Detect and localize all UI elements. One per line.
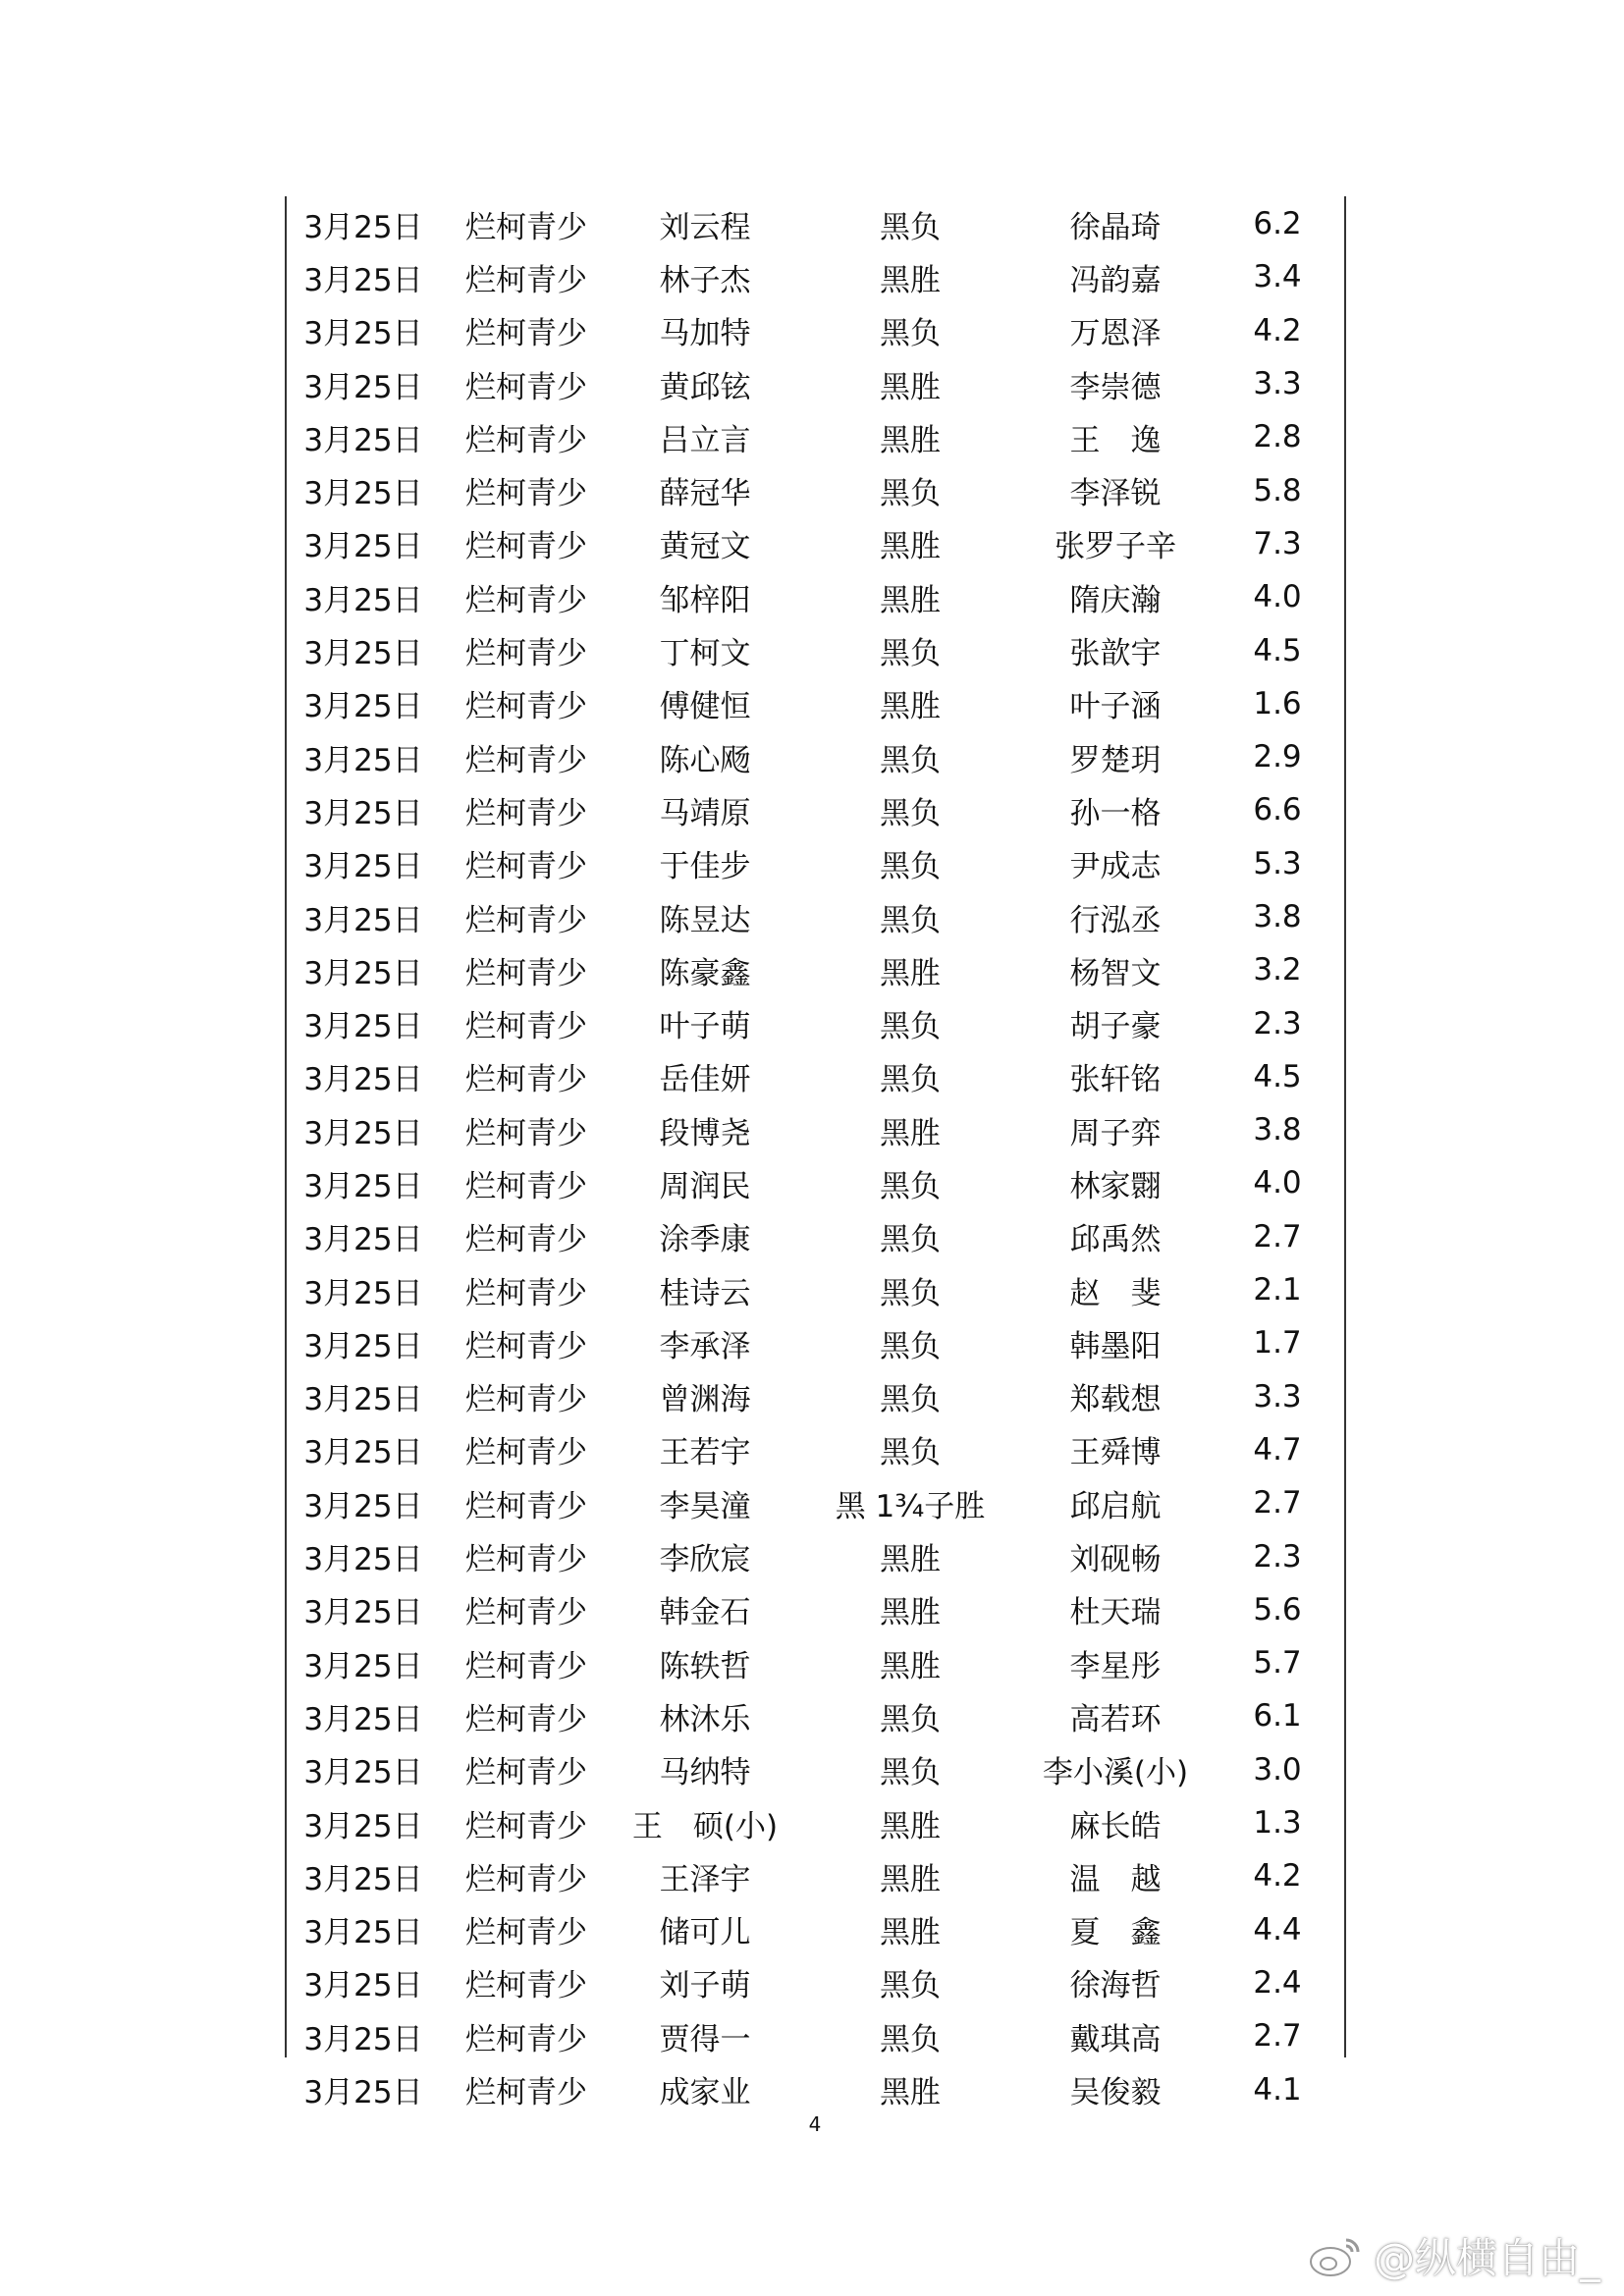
cell-white-player: 万恩泽	[1069, 316, 1162, 352]
cell-white-player: 冯韵嘉	[1069, 262, 1162, 298]
table-row	[285, 1103, 1345, 1156]
cell-club: 烂柯青少	[465, 1435, 587, 1471]
table-row	[285, 1370, 1345, 1423]
cell-club: 烂柯青少	[465, 1861, 587, 1897]
cell-date: 3月25日	[303, 636, 423, 672]
cell-date: 3月25日	[303, 1648, 423, 1684]
table-row	[285, 1476, 1345, 1529]
cell-date: 3月25日	[303, 1488, 423, 1524]
cell-result: 黑胜	[880, 2075, 941, 2111]
table-row	[285, 1796, 1345, 1849]
cell-score: 4.5	[1253, 632, 1302, 668]
cell-white-player: 赵 斐	[1069, 1275, 1162, 1311]
cell-date: 3月25日	[303, 1595, 423, 1631]
cell-score: 6.1	[1253, 1698, 1302, 1735]
cell-white-player: 王 逸	[1069, 422, 1162, 458]
cell-club: 烂柯青少	[465, 1542, 587, 1578]
cell-date: 3月25日	[303, 2075, 423, 2111]
cell-club: 烂柯青少	[465, 529, 587, 565]
cell-date: 3月25日	[303, 316, 423, 352]
cell-score: 2.9	[1253, 739, 1302, 775]
cell-result: 黑胜	[880, 689, 941, 725]
cell-result: 黑胜	[880, 1648, 941, 1684]
cell-white-player: 韩墨阳	[1069, 1328, 1162, 1364]
table-row	[285, 1903, 1345, 1956]
cell-score: 2.3	[1253, 1005, 1302, 1041]
cell-score: 5.3	[1253, 845, 1302, 881]
cell-date: 3月25日	[303, 689, 423, 725]
cell-score: 5.6	[1253, 1591, 1302, 1628]
cell-result: 黑负	[880, 902, 941, 938]
cell-result: 黑负	[880, 1328, 941, 1364]
cell-result: 黑负	[880, 1062, 941, 1098]
cell-score: 3.8	[1253, 1112, 1302, 1148]
cell-white-player: 戴琪高	[1069, 2021, 1162, 2057]
cell-result: 黑负	[880, 1275, 941, 1311]
cell-white-player: 王舜博	[1069, 1435, 1162, 1471]
cell-club: 烂柯青少	[465, 1648, 587, 1684]
cell-result: 黑胜	[880, 529, 941, 565]
cell-result: 黑负	[880, 742, 941, 778]
cell-white-player: 罗楚玥	[1069, 742, 1162, 778]
cell-score: 2.4	[1253, 1964, 1302, 2001]
cell-club: 烂柯青少	[465, 1222, 587, 1258]
cell-club: 烂柯青少	[465, 582, 587, 618]
cell-date: 3月25日	[303, 1915, 423, 1951]
table-row	[285, 1529, 1345, 1582]
cell-result: 黑胜	[880, 262, 941, 298]
cell-white-player: 吴俊毅	[1069, 2075, 1162, 2111]
cell-date: 3月25日	[303, 1435, 423, 1471]
cell-result: 黑负	[880, 1701, 941, 1737]
cell-white-player: 张轩铭	[1069, 1062, 1162, 1098]
cell-club: 烂柯青少	[465, 422, 587, 458]
cell-white-player: 刘砚畅	[1069, 1542, 1162, 1578]
cell-black-player: 陈豪鑫	[659, 955, 751, 991]
cell-date: 3月25日	[303, 369, 423, 405]
cell-score: 2.1	[1253, 1272, 1302, 1308]
cell-white-player: 叶子涵	[1069, 689, 1162, 725]
cell-score: 3.3	[1253, 366, 1302, 402]
table-row	[285, 410, 1345, 463]
cell-date: 3月25日	[303, 795, 423, 831]
cell-white-player: 周子弈	[1069, 1115, 1162, 1151]
table-row	[285, 783, 1345, 836]
table-row	[285, 304, 1345, 357]
cell-score: 1.6	[1253, 685, 1302, 721]
cell-result: 黑胜	[880, 955, 941, 991]
cell-black-player: 王泽宇	[659, 1861, 751, 1897]
cell-result: 黑负	[880, 1968, 941, 2004]
cell-club: 烂柯青少	[465, 1701, 587, 1737]
cell-date: 3月25日	[303, 582, 423, 618]
cell-white-player: 郑载想	[1069, 1382, 1162, 1418]
cell-result: 黑负	[880, 1222, 941, 1258]
cell-white-player: 杨智文	[1069, 955, 1162, 991]
cell-club: 烂柯青少	[465, 262, 587, 298]
cell-club: 烂柯青少	[465, 1115, 587, 1151]
cell-white-player: 温 越	[1069, 1861, 1162, 1897]
cell-date: 3月25日	[303, 1542, 423, 1578]
cell-result: 黑负	[880, 1168, 941, 1204]
table-row	[285, 1156, 1345, 1209]
table-row	[285, 1743, 1345, 1796]
cell-white-player: 行泓丞	[1069, 902, 1162, 938]
table-row	[285, 517, 1345, 570]
cell-date: 3月25日	[303, 1808, 423, 1844]
cell-black-player: 刘云程	[659, 209, 751, 245]
cell-score: 3.4	[1253, 259, 1302, 295]
cell-score: 4.2	[1253, 1858, 1302, 1895]
cell-black-player: 陈心飏	[659, 742, 751, 778]
cell-black-player: 马纳特	[659, 1755, 751, 1791]
cell-white-player: 麻长皓	[1069, 1808, 1162, 1844]
table-row	[285, 463, 1345, 516]
table-row	[285, 1849, 1345, 1902]
cell-black-player: 桂诗云	[659, 1275, 751, 1311]
table-row	[285, 1636, 1345, 1689]
cell-club: 烂柯青少	[465, 1755, 587, 1791]
cell-club: 烂柯青少	[465, 742, 587, 778]
cell-result: 黑负	[880, 849, 941, 885]
cell-white-player: 张罗子辛	[1055, 529, 1176, 565]
cell-black-player: 曾渊海	[659, 1382, 751, 1418]
cell-white-player: 李崇德	[1069, 369, 1162, 405]
table-row	[285, 1689, 1345, 1742]
cell-date: 3月25日	[303, 1968, 423, 2004]
cell-date: 3月25日	[303, 1755, 423, 1791]
cell-white-player: 夏 鑫	[1069, 1915, 1162, 1951]
cell-score: 3.3	[1253, 1378, 1302, 1415]
cell-result: 黑胜	[880, 1808, 941, 1844]
cell-result: 黑负	[880, 209, 941, 245]
table-row	[285, 1263, 1345, 1316]
cell-black-player: 黄冠文	[659, 529, 751, 565]
table-row	[285, 1210, 1345, 1263]
cell-black-player: 马加特	[659, 316, 751, 352]
table-row	[285, 197, 1345, 250]
cell-white-player: 李星彤	[1069, 1648, 1162, 1684]
cell-date: 3月25日	[303, 2021, 423, 2057]
table-row	[285, 250, 1345, 303]
cell-score: 2.8	[1253, 419, 1302, 455]
cell-white-player: 徐海哲	[1069, 1968, 1162, 2004]
weibo-icon	[1309, 2232, 1364, 2279]
cell-club: 烂柯青少	[465, 316, 587, 352]
table-row	[285, 623, 1345, 676]
cell-score: 3.0	[1253, 1751, 1302, 1788]
cell-black-player: 陈轶哲	[659, 1648, 751, 1684]
cell-date: 3月25日	[303, 902, 423, 938]
cell-club: 烂柯青少	[465, 1275, 587, 1311]
table-row	[285, 943, 1345, 996]
cell-black-player: 黄邱铉	[659, 369, 751, 405]
cell-result: 黑负	[880, 476, 941, 512]
cell-date: 3月25日	[303, 1701, 423, 1737]
cell-score: 4.0	[1253, 579, 1302, 615]
cell-club: 烂柯青少	[465, 636, 587, 672]
cell-black-player: 段博尧	[659, 1115, 751, 1151]
cell-club: 烂柯青少	[465, 795, 587, 831]
cell-date: 3月25日	[303, 1009, 423, 1045]
cell-white-player: 李小溪(小)	[1042, 1755, 1189, 1791]
cell-black-player: 丁柯文	[659, 636, 751, 672]
cell-score: 1.7	[1253, 1325, 1302, 1362]
cell-black-player: 李承泽	[659, 1328, 751, 1364]
cell-date: 3月25日	[303, 1062, 423, 1098]
cell-black-player: 马靖原	[659, 795, 751, 831]
cell-club: 烂柯青少	[465, 689, 587, 725]
table-row	[285, 2062, 1345, 2115]
cell-club: 烂柯青少	[465, 369, 587, 405]
table-row	[285, 1423, 1345, 1476]
cell-black-player: 陈昱达	[659, 902, 751, 938]
cell-score: 2.7	[1253, 1218, 1302, 1255]
cell-black-player: 于佳步	[659, 849, 751, 885]
cell-black-player: 叶子萌	[659, 1009, 751, 1045]
cell-score: 6.6	[1253, 792, 1302, 828]
cell-result: 黑胜	[880, 582, 941, 618]
table-row	[285, 677, 1345, 730]
table-row	[285, 996, 1345, 1049]
cell-club: 烂柯青少	[465, 1062, 587, 1098]
cell-club: 烂柯青少	[465, 849, 587, 885]
cell-black-player: 林沐乐	[659, 1701, 751, 1737]
cell-score: 7.3	[1253, 525, 1302, 561]
cell-result: 黑胜	[880, 369, 941, 405]
cell-black-player: 岳佳妍	[659, 1062, 751, 1098]
watermark	[1309, 2226, 1600, 2285]
cell-club: 烂柯青少	[465, 1009, 587, 1045]
cell-result: 黑胜	[880, 1595, 941, 1631]
cell-date: 3月25日	[303, 1275, 423, 1311]
cell-white-player: 杜天瑞	[1069, 1595, 1162, 1631]
cell-club: 烂柯青少	[465, 209, 587, 245]
cell-score: 4.4	[1253, 1911, 1302, 1948]
cell-club: 烂柯青少	[465, 955, 587, 991]
cell-result: 黑负	[880, 1009, 941, 1045]
table-row	[285, 837, 1345, 890]
cell-black-player: 李昊潼	[659, 1488, 751, 1524]
cell-black-player: 李欣宸	[659, 1542, 751, 1578]
table-row	[285, 1316, 1345, 1369]
cell-score: 4.7	[1253, 1431, 1302, 1468]
cell-club: 烂柯青少	[465, 902, 587, 938]
cell-date: 3月25日	[303, 1168, 423, 1204]
cell-result: 黑负	[880, 1382, 941, 1418]
cell-black-player: 邹梓阳	[659, 582, 751, 618]
cell-black-player: 成家业	[659, 2075, 751, 2111]
table-row	[285, 570, 1345, 623]
table-row	[285, 357, 1345, 410]
cell-white-player: 张歆宇	[1069, 636, 1162, 672]
cell-black-player: 韩金石	[659, 1595, 751, 1631]
cell-date: 3月25日	[303, 1861, 423, 1897]
cell-score: 5.8	[1253, 472, 1302, 508]
cell-club: 烂柯青少	[465, 1595, 587, 1631]
cell-white-player: 林家翾	[1069, 1168, 1162, 1204]
watermark-text: @纵横自由_	[1373, 2234, 1600, 2282]
cell-result: 黑胜	[880, 1542, 941, 1578]
cell-score: 6.2	[1253, 206, 1302, 242]
cell-club: 烂柯青少	[465, 2075, 587, 2111]
cell-black-player: 储可儿	[659, 1915, 751, 1951]
cell-date: 3月25日	[303, 262, 423, 298]
cell-date: 3月25日	[303, 849, 423, 885]
cell-result: 黑负	[880, 316, 941, 352]
cell-black-player: 王若宇	[659, 1435, 751, 1471]
cell-score: 3.8	[1253, 899, 1302, 934]
cell-club: 烂柯青少	[465, 1968, 587, 2004]
results-table	[285, 197, 1345, 2116]
cell-result: 黑胜	[880, 422, 941, 458]
cell-result: 黑胜	[880, 1115, 941, 1151]
cell-white-player: 李泽锐	[1069, 476, 1162, 512]
cell-result: 黑胜	[880, 1861, 941, 1897]
cell-black-player: 涂季康	[659, 1222, 751, 1258]
cell-score: 4.5	[1253, 1058, 1302, 1095]
cell-score: 3.2	[1253, 952, 1302, 988]
table-row	[285, 1583, 1345, 1636]
table-row	[285, 890, 1345, 943]
cell-score: 2.7	[1253, 2018, 1302, 2055]
cell-club: 烂柯青少	[465, 1168, 587, 1204]
cell-club: 烂柯青少	[465, 476, 587, 512]
cell-white-player: 隋庆瀚	[1069, 582, 1162, 618]
cell-date: 3月25日	[303, 955, 423, 991]
table-row	[285, 2009, 1345, 2062]
cell-black-player: 傅健恒	[659, 689, 751, 725]
cell-score: 4.0	[1253, 1165, 1302, 1201]
cell-black-player: 吕立言	[659, 422, 751, 458]
cell-club: 烂柯青少	[465, 1382, 587, 1418]
cell-black-player: 薛冠华	[659, 476, 751, 512]
cell-date: 3月25日	[303, 1222, 423, 1258]
cell-black-player: 王 硕(小)	[631, 1808, 779, 1844]
cell-white-player: 孙一格	[1069, 795, 1162, 831]
cell-date: 3月25日	[303, 476, 423, 512]
cell-black-player: 周润民	[659, 1168, 751, 1204]
cell-club: 烂柯青少	[465, 1328, 587, 1364]
cell-white-player: 邱禹然	[1069, 1222, 1162, 1258]
cell-date: 3月25日	[303, 1328, 423, 1364]
cell-score: 2.7	[1253, 1485, 1302, 1522]
cell-date: 3月25日	[303, 422, 423, 458]
cell-club: 烂柯青少	[465, 1915, 587, 1951]
cell-date: 3月25日	[303, 529, 423, 565]
cell-result: 黑负	[880, 636, 941, 672]
cell-result: 黑负	[880, 795, 941, 831]
cell-black-player: 林子杰	[659, 262, 751, 298]
cell-score: 4.1	[1253, 2071, 1302, 2108]
table-row	[285, 730, 1345, 783]
cell-club: 烂柯青少	[465, 1808, 587, 1844]
cell-club: 烂柯青少	[465, 2021, 587, 2057]
cell-black-player: 贾得一	[659, 2021, 751, 2057]
table-row	[285, 1956, 1345, 2009]
cell-date: 3月25日	[303, 1382, 423, 1418]
cell-date: 3月25日	[303, 742, 423, 778]
cell-club: 烂柯青少	[465, 1488, 587, 1524]
cell-white-player: 胡子豪	[1069, 1009, 1162, 1045]
page-number: 4	[808, 2112, 822, 2136]
cell-date: 3月25日	[303, 209, 423, 245]
cell-white-player: 徐晶琦	[1069, 209, 1162, 245]
cell-score: 5.7	[1253, 1645, 1302, 1682]
table-row	[285, 1050, 1345, 1103]
cell-black-player: 刘子萌	[659, 1968, 751, 2004]
cell-score: 1.3	[1253, 1805, 1302, 1842]
cell-score: 2.3	[1253, 1538, 1302, 1575]
cell-result: 黑负	[880, 1435, 941, 1471]
cell-date: 3月25日	[303, 1115, 423, 1151]
cell-white-player: 高若环	[1069, 1701, 1162, 1737]
cell-result: 黑 1¾子胜	[835, 1488, 986, 1524]
cell-white-player: 邱启航	[1069, 1488, 1162, 1524]
cell-result: 黑负	[880, 1755, 941, 1791]
cell-result: 黑负	[880, 2021, 941, 2057]
cell-result: 黑胜	[880, 1915, 941, 1951]
cell-white-player: 尹成志	[1069, 849, 1162, 885]
cell-score: 4.2	[1253, 312, 1302, 348]
